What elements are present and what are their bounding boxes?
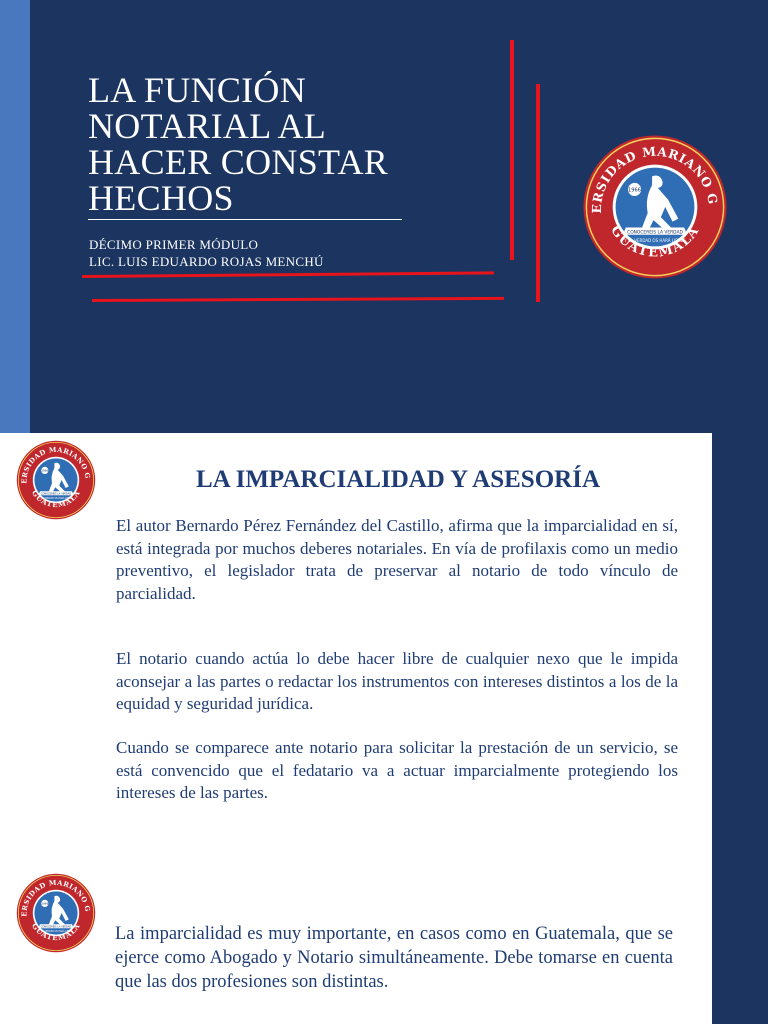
subtitle-module: DÉCIMO PRIMER MÓDULO xyxy=(89,237,259,252)
paragraph: El notario cuando actúa lo debe hacer libre de cualquier nexo que le impida aconsejar a las partes o redactar los instrumentos con intereses distintos a los de la equidad y seguridad jurídica. xyxy=(116,649,678,713)
accent-bar xyxy=(0,0,30,433)
section-heading: LA IMPARCIALIDAD Y ASESORÍA xyxy=(196,466,600,493)
paragraph: Cuando se comparece ante notario para solicitar la prestación de un servicio, se está convencido que el fedatario va a actuar imparcialmente protegiendo los intereses de las partes. xyxy=(116,738,678,802)
slide-title xyxy=(88,72,418,216)
title-line: NOTARIAL AL xyxy=(88,106,327,146)
red-line-vertical xyxy=(510,40,514,260)
title-line: HECHOS xyxy=(88,178,234,218)
subtitle-author: LIC. LUIS EDUARDO ROJAS MENCHÚ xyxy=(89,254,324,269)
title-line: LA FUNCIÓN xyxy=(88,70,307,110)
title-line: HACER CONSTAR xyxy=(88,142,389,182)
university-seal-icon xyxy=(16,873,96,953)
slide-subtitle xyxy=(89,236,324,270)
university-seal-icon xyxy=(582,134,728,280)
paragraph: El autor Bernardo Pérez Fernández del Castillo, afirma que la imparcialidad en sí, está integrada por muchos deberes notariales. En vía de profilaxis como un medio preventivo, el legislador trata de preservar al notario de todo vínculo de parcialidad. xyxy=(116,516,678,603)
bottom-paragraph: La imparcialidad es muy importante, en casos como en Guatemala, que se ejerce como Abogado y Notario simultáneamente. Debe tomarse en cuenta que las dos profesiones son distintas. xyxy=(115,924,673,992)
right-navy-strip xyxy=(712,433,768,1024)
red-line-vertical xyxy=(536,84,540,302)
title-divider xyxy=(88,219,402,220)
